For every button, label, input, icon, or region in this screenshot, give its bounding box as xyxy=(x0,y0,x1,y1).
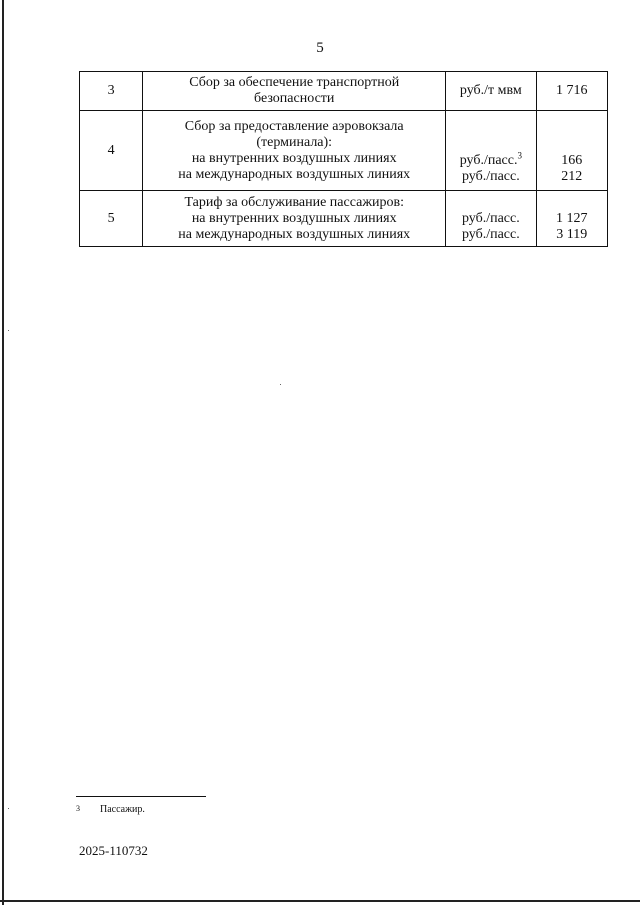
row-description xyxy=(143,72,446,111)
page-number: 5 xyxy=(316,40,324,56)
row-number: 5 xyxy=(80,191,143,247)
unit-line: руб./т мвм xyxy=(459,83,522,98)
footnote-mark: 3 xyxy=(76,804,80,813)
unit-text: руб./пасс. xyxy=(459,153,518,168)
description-line: безопасности xyxy=(254,91,335,106)
value-line: 1 127 xyxy=(556,211,588,226)
table-row xyxy=(80,72,608,111)
table-row xyxy=(80,111,608,191)
value-line: 3 119 xyxy=(556,227,588,242)
document-code: 2025-110732 xyxy=(79,843,148,858)
unit-line: руб./пасс. xyxy=(461,169,520,184)
row-value xyxy=(536,111,607,191)
row-value xyxy=(536,72,607,111)
scan-speck xyxy=(280,384,281,385)
footnote-ref: 3 xyxy=(517,150,522,161)
row-unit xyxy=(446,72,537,111)
unit-line xyxy=(450,150,532,169)
page-edge-bottom xyxy=(0,900,640,902)
description-line: Сбор за предоставление аэровокзала xyxy=(184,118,404,134)
row-description xyxy=(143,111,446,191)
unit-line: руб./пасс. xyxy=(461,211,520,226)
page-edge-left xyxy=(2,0,4,905)
value-line: 1 716 xyxy=(556,83,588,98)
tariff-table xyxy=(79,71,608,247)
footnote xyxy=(76,804,145,815)
description-line: на международных воздушных линиях xyxy=(178,226,411,242)
value-line: 212 xyxy=(561,169,583,184)
row-unit xyxy=(446,191,537,247)
row-number: 3 xyxy=(80,72,143,111)
scan-speck xyxy=(8,330,9,331)
row-unit xyxy=(446,111,537,191)
description-line: Сбор за обеспечение транспортной xyxy=(189,75,400,90)
description-line: на международных воздушных линиях xyxy=(178,166,411,182)
description-line: на внутренних воздушных линиях xyxy=(191,210,397,226)
row-value xyxy=(536,191,607,247)
description-line: Тариф за обслуживание пассажиров: xyxy=(184,194,404,210)
row-description xyxy=(143,191,446,247)
footnote-text: Пассажир. xyxy=(100,804,145,815)
footnote-rule xyxy=(76,796,206,797)
unit-line: руб./пасс. xyxy=(461,227,520,242)
description-line: (терминала): xyxy=(256,134,333,150)
value-line: 166 xyxy=(561,153,583,168)
row-number: 4 xyxy=(80,111,143,191)
scan-speck xyxy=(8,808,9,809)
description-line: на внутренних воздушных линиях xyxy=(191,150,397,166)
table-row xyxy=(80,191,608,247)
